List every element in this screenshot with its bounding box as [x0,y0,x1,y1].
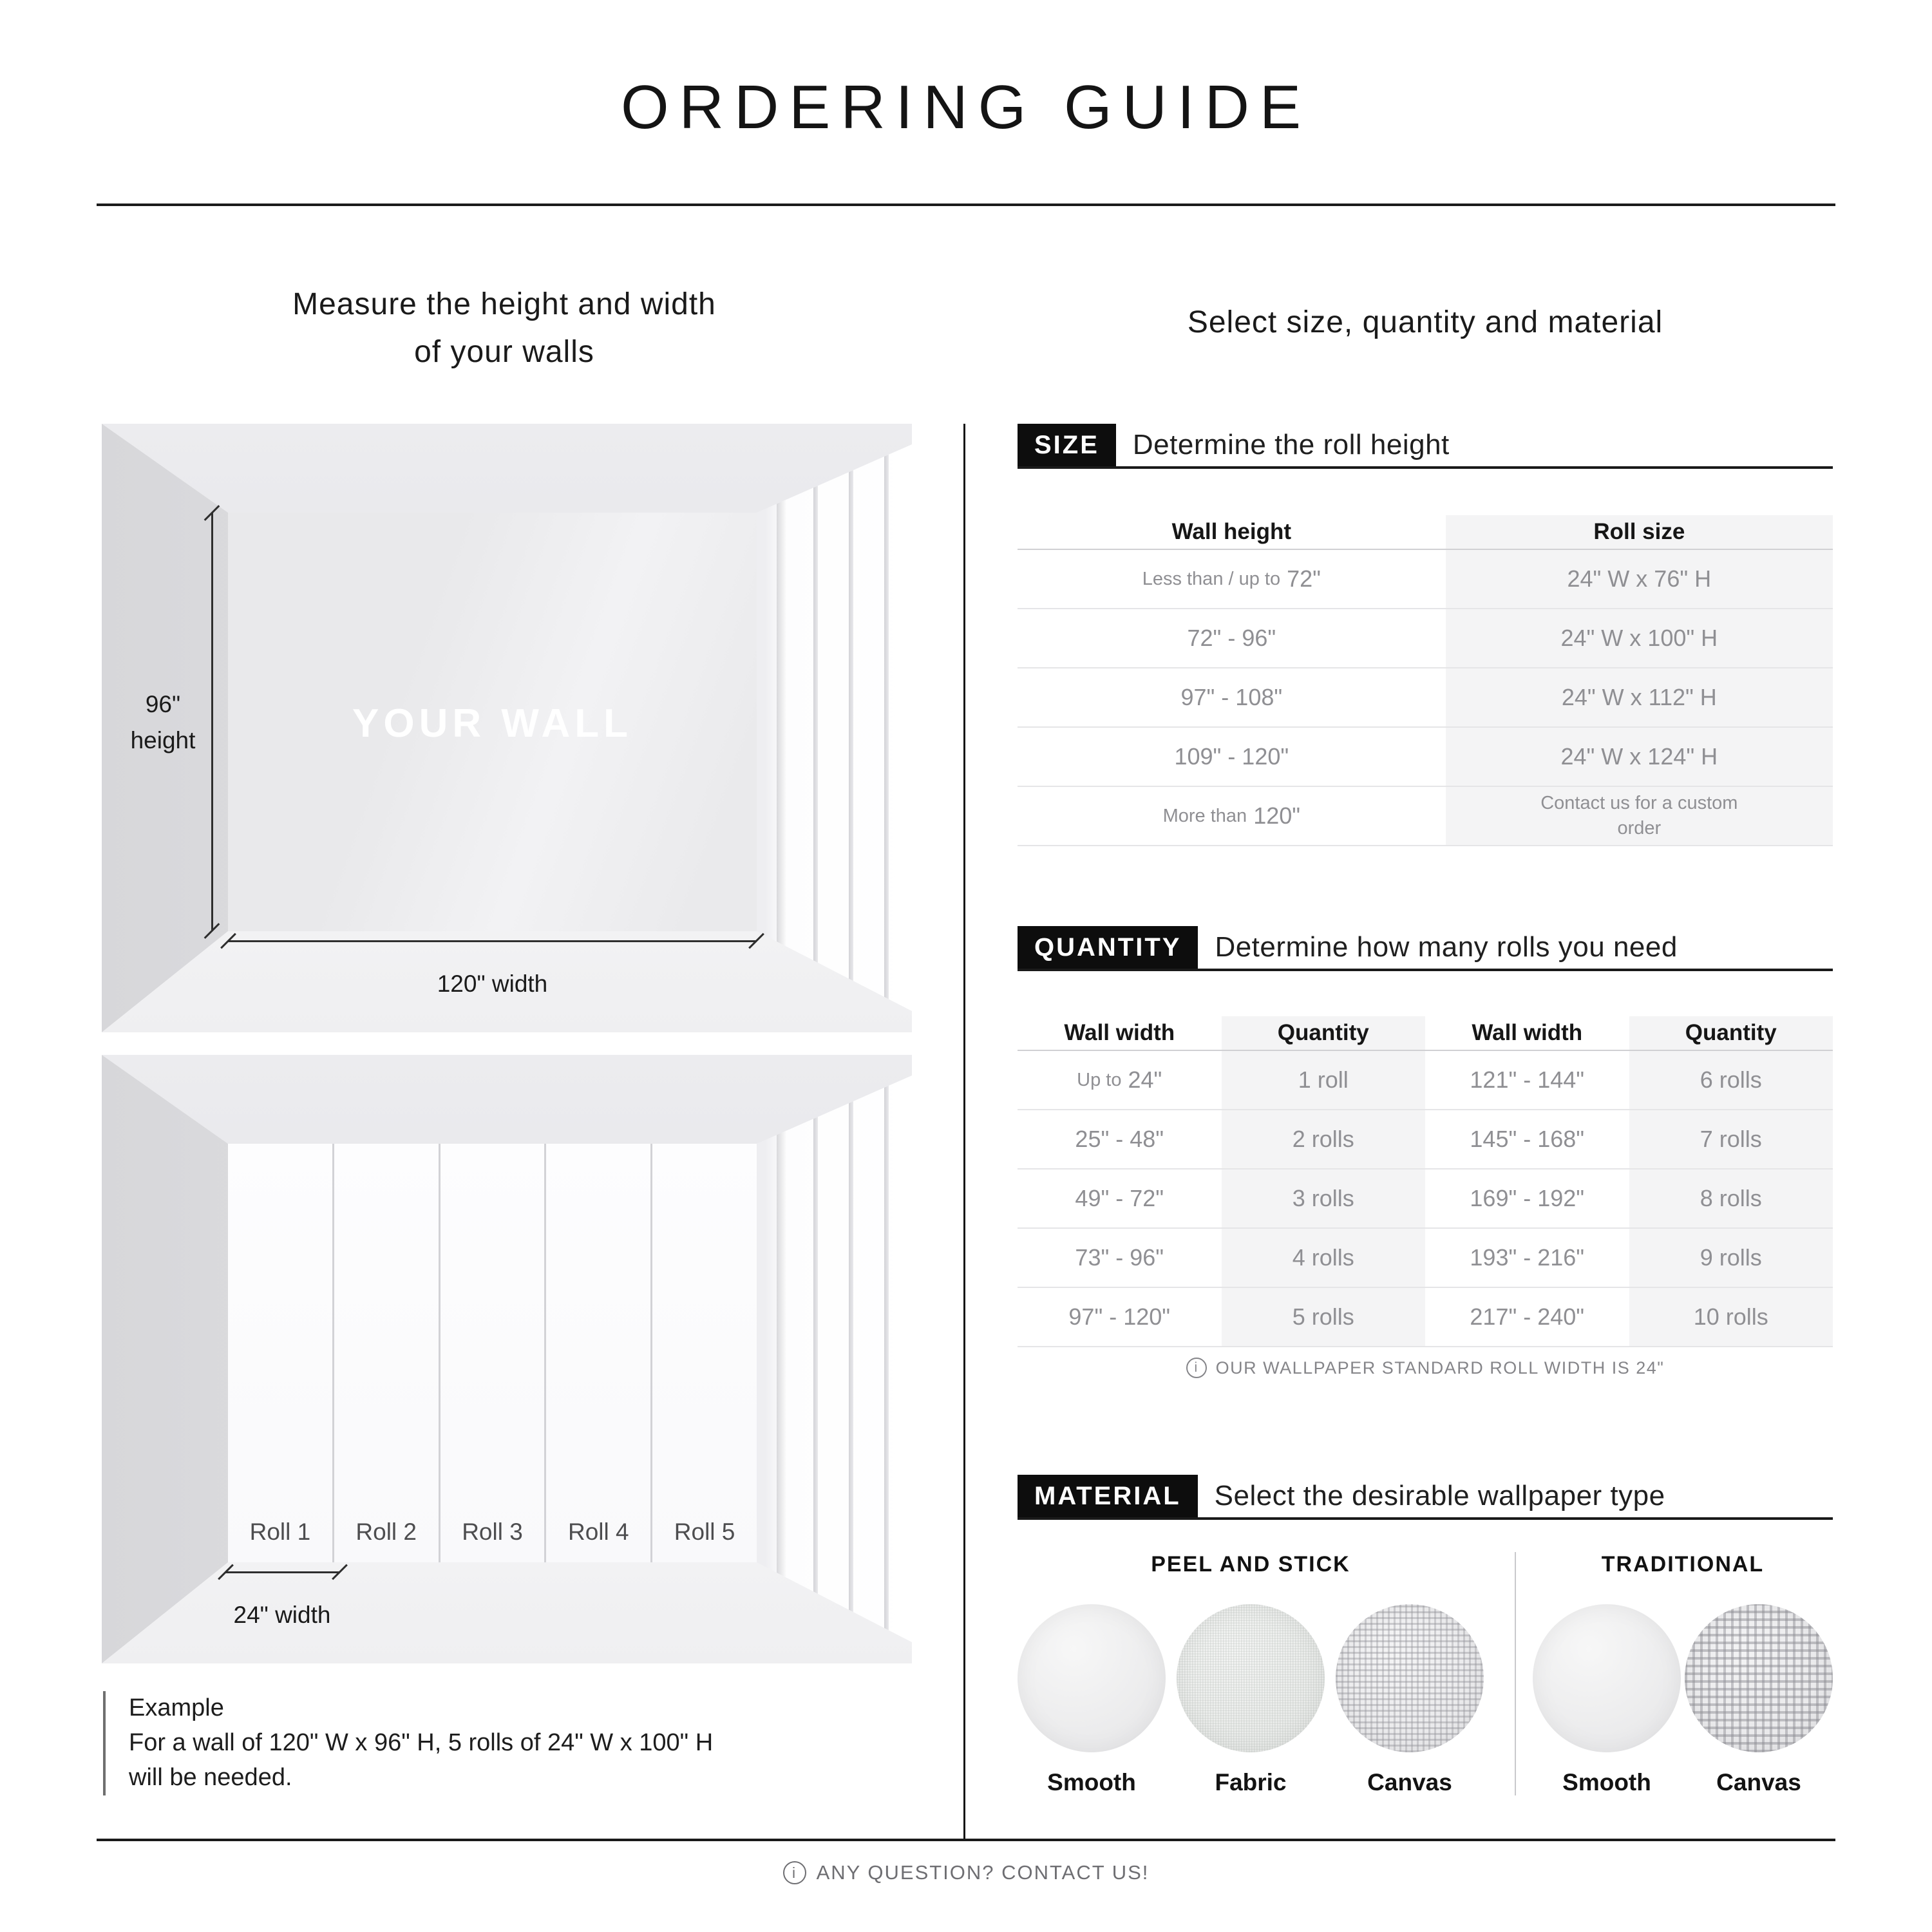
window-mullion [884,1055,889,1663]
canvas-texture-icon [1336,1604,1484,1752]
room-illustration-measure [102,424,912,1032]
table-row: 97" - 108" 24" W x 112" H [1018,668,1833,728]
material-group-divider [1515,1552,1516,1795]
size-col-roll-size: Roll size [1446,515,1833,549]
example-line1: For a wall of 120" W x 96" H, 5 rolls of 24" W x 100" H [129,1728,714,1756]
window-mullion [813,1055,818,1663]
roll-panel: Roll 5 [652,1144,757,1562]
width-dimension-line [228,940,757,942]
left-heading-line2: of your walls [414,335,594,370]
size-section-header [1018,424,1833,469]
info-icon: i [1186,1358,1207,1378]
window-mullion [849,1055,853,1663]
swatch-traditional-canvas: Canvas [1685,1604,1833,1796]
quantity-section-title: Determine how many rolls you need [1215,931,1678,963]
table-row: Less than / up to 72" 24" W x 76" H [1018,550,1833,609]
smooth-texture-icon [1018,1604,1166,1752]
size-badge: SIZE [1018,424,1116,466]
material-group-peel-and-stick [1018,1552,1484,1796]
fabric-texture-icon [1177,1604,1325,1752]
window-jamb [777,424,787,1032]
footer-contact-text: ANY QUESTION? CONTACT US! [816,1861,1150,1884]
material-group-traditional [1533,1552,1833,1796]
your-wall-label: YOUR WALL [352,701,632,746]
table-row: 73" - 96" 4 rolls 193" - 216" 9 rolls [1018,1229,1833,1288]
window-jamb [777,1055,787,1663]
material-badge: MATERIAL [1018,1475,1198,1517]
table-row: 49" - 72" 3 rolls 169" - 192" 8 rolls [1018,1170,1833,1229]
table-row: 72" - 96" 24" W x 100" H [1018,609,1833,668]
example-line2: will be needed. [129,1763,292,1791]
material-section-title: Select the desirable wallpaper type [1214,1480,1665,1511]
quantity-section-header [1018,926,1833,971]
height-dimension-line [211,513,213,931]
footer-contact [0,1861,1932,1884]
quantity-table [1018,1016,1833,1347]
material-section-header [1018,1475,1833,1520]
size-table [1018,515,1833,846]
table-row: More than 120" Contact us for a custom order [1018,787,1833,846]
left-column-heading [97,281,912,377]
table-row: 109" - 120" 24" W x 124" H [1018,728,1833,787]
left-heading-line1: Measure the height and width [292,287,716,321]
swatch-traditional-smooth: Smooth [1533,1604,1681,1796]
material-groups [1018,1552,1833,1823]
material-group-name: PEEL AND STICK [1151,1552,1350,1577]
roll-width-dimension-line [225,1571,340,1573]
size-col-wall-height: Wall height [1171,519,1291,544]
roll-width-dimension-label: 24" width [233,1602,331,1628]
quantity-badge: QUANTITY [1018,926,1198,969]
window-mullion [849,424,853,1032]
right-column-heading: Select size, quantity and material [1187,305,1663,339]
roll-panel: Roll 3 [440,1144,545,1562]
size-section-title: Determine the roll height [1132,429,1450,460]
quantity-section [1018,926,1833,1347]
material-group-name: TRADITIONAL [1601,1552,1765,1577]
swatch-peel-smooth: Smooth [1018,1604,1166,1796]
window-mullion [884,424,889,1032]
window-mullion [813,424,818,1032]
example-block [103,1691,902,1795]
top-divider-line [97,204,1835,206]
column-divider-line [963,424,965,1839]
swatch-peel-fabric: Fabric [1177,1604,1325,1796]
page-title: ORDERING GUIDE [620,73,1312,142]
canvas-texture-icon [1685,1604,1833,1752]
height-dimension-label: 96" height [130,691,196,753]
table-row: 25" - 48" 2 rolls 145" - 168" 7 rolls [1018,1110,1833,1170]
wallpaper-rolls [228,1144,757,1562]
swatch-peel-canvas: Canvas [1336,1604,1484,1796]
material-section [1018,1475,1833,1823]
footer-divider-line [97,1839,1835,1841]
size-section [1018,424,1833,846]
roll-width-note [1018,1358,1833,1378]
smooth-texture-icon [1533,1604,1681,1752]
roll-panel: Roll 1 [228,1144,332,1562]
roll-panel: Roll 4 [546,1144,650,1562]
roll-width-note-text: OUR WALLPAPER STANDARD ROLL WIDTH IS 24" [1215,1358,1665,1378]
room-illustration-rolls [102,1055,912,1663]
width-dimension-label: 120" width [437,971,548,997]
example-title: Example [129,1694,224,1721]
info-icon: i [783,1861,806,1884]
quantity-table-header-row: Wall width Quantity Wall width Quantity [1018,1016,1833,1051]
table-row: 97" - 120" 5 rolls 217" - 240" 10 rolls [1018,1288,1833,1347]
table-row: Up to 24" 1 roll 121" - 144" 6 rolls [1018,1051,1833,1110]
roll-panel: Roll 2 [334,1144,439,1562]
size-table-header-row [1018,515,1833,550]
